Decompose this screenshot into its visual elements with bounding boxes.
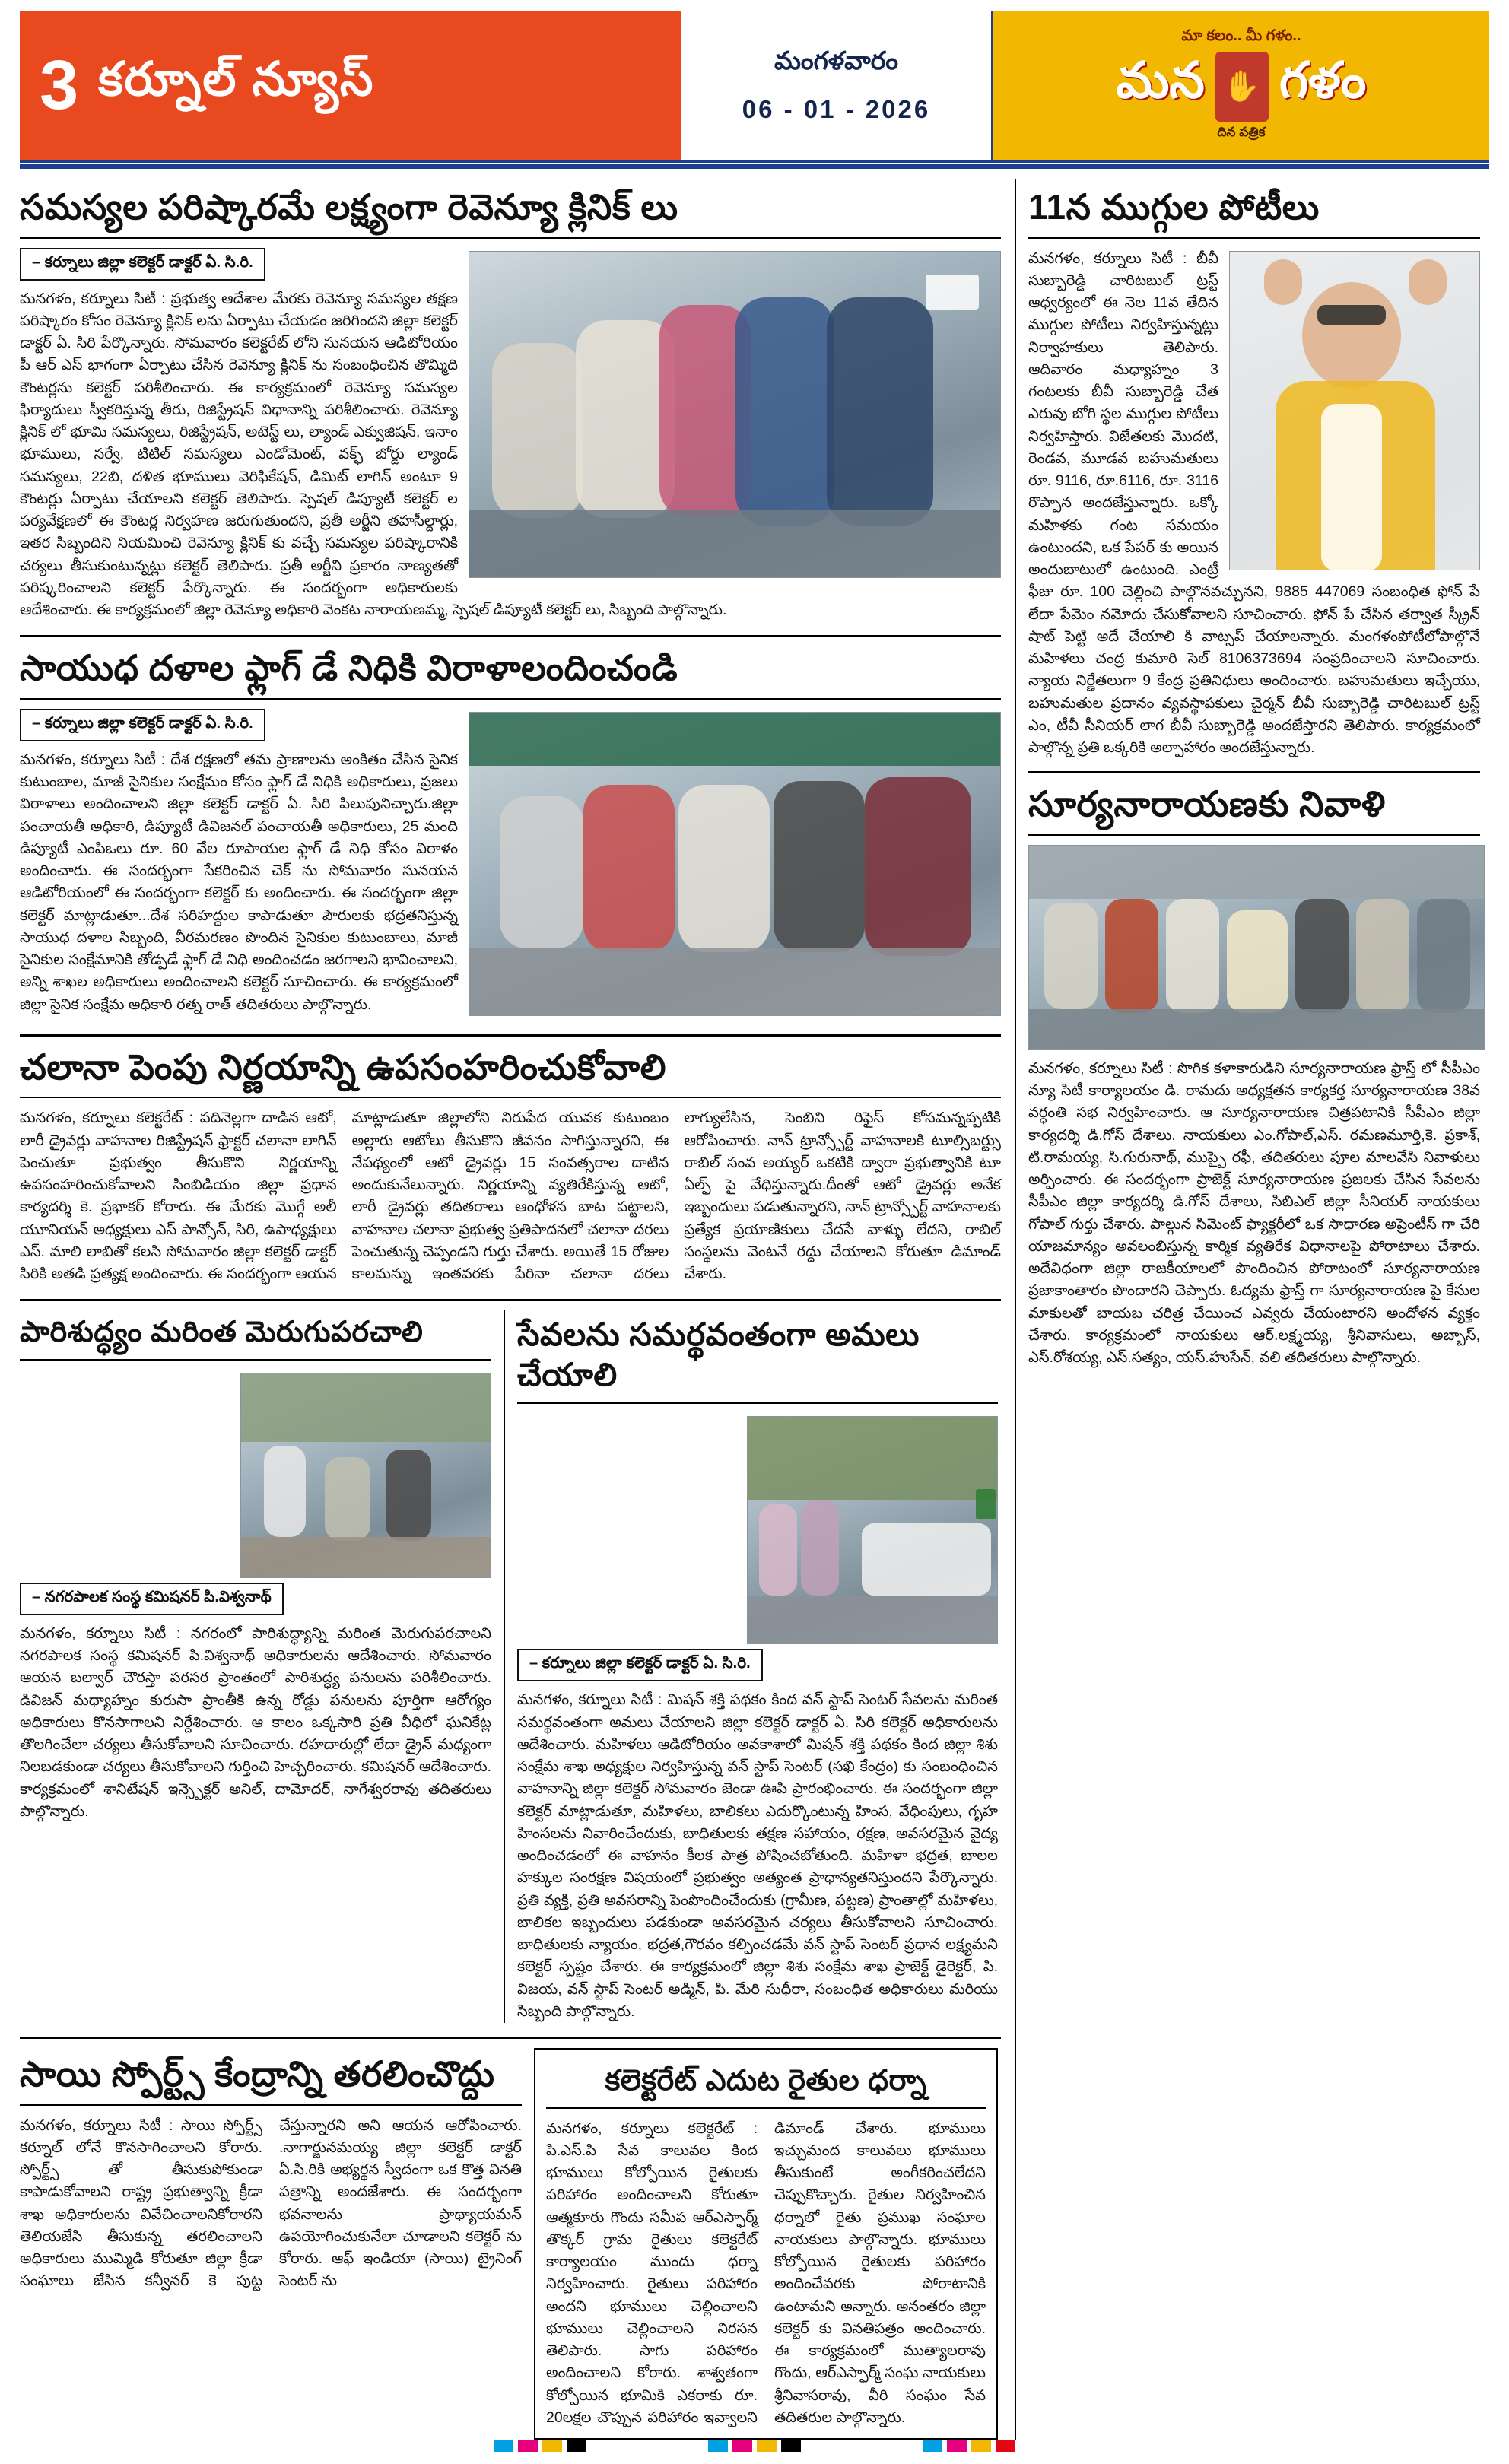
masthead-rule [20,164,1489,169]
body-flag-day: మనగళం, కర్నూలు సిటీ : దేశ రక్షణలో తమ ప్రాణాలను అంకితం చేసిన సైనిక కుటుంబాల, మాజీ సైనికుల సంక్షేమం కోసం ఫ్లాగ్ డే నిధికి అధికారులు, ప్రజలు విరాళాలు అందించాలని జిల్లా కలెక్టర్ డాక్టర్ ఏ. సిరి పిలుపునిచ్చారు.జిల్లా పంచాయతీ అధికారి, డిప్యూటీ డివిజనల్ పంచాయతీ అధికారులు, 25 మంది డిప్యూటీ ఎంపిఒలు రూ. 60 వేల రూపాయల ఫ్లాగ్ డే నిధి కోసం విరాళం అందించారు. ఈ సందర్భంగా సేకరించిన చెక్ ను సోమవారం సునయన ఆడిటోరియంలో ఈ సందర్భంగా కలెక్టర్ కు అందించారు. ఈ సందర్భంగా జిల్లా కలెక్టర్ మాట్లాడుతూ...దేశ సరిహద్దుల కాపాడుతూ పౌరులకు భద్రతనిస్తున్న సాయుధ దళాల సిబ్బంది, వీరమరణం పొందిన సైనికుల కుటుంబాలు, మాజీ సైనికుల సంక్షేమానికి తోడ్పడే ఫ్లాగ్ డే నిధి అందించడం జరగాలని భావించాలని, అన్ని శాఖల అధికారులు అందించాలని కలెక్టర్ సూచించారు. ఈ కార్యక్రమంలో జిల్లా సైనిక సంక్షేమ అధికారి రత్న రాత్ తదితరులు పాల్గొన్నారు. [20,751,458,1013]
logo-subtitle: దిన పత్రిక [1217,125,1266,139]
divider [20,237,1001,239]
body-sanitation: మనగళం, కర్నూలు సిటీ : నగరంలో పారిశుద్ధ్యాన్ని మరింత మెరుగుపరచాలని నగరపాలక సంస్థ కమిషనర్ పి.విశ్వనాథ్ అధికారులను ఆదేశించారు. సోమవారం ఆయన బల్వార్ చౌరస్తా పరసర ప్రాంతంలో పారిశుద్ధ్య పనులను పరిశీలించారు. డివిజన్ మధ్యాహ్నం కురుసా ప్రాంతీకి ఉన్న రోడ్డు పనులను పూర్తిగా ఆరోగ్యం అధికారులు కొనసాగాలని నిర్దేశించారు. ఆ కాలం ఒక్కసారి ప్రతి వీధిలో ఘనికేట్ల తొలగించేలా చర్యలు తీసుకోవాలని సూచించారు. రహదారుల్లో లేదా డ్రైన్ మధ్యంగా నిలబడకుండా చర్యలు తీసుకోవాలని గుర్తించి హెచ్చరించారు. కమిషనర్ ఆదేశించారు. కార్యక్రమంలో శానిటేషన్ ఇన్స్పెక్టర్ అనిల్, దామోదర్, నాగేశ్వరరావు తదితరులు పాల్గొన్నారు. [20,1624,491,1820]
photo-flag-day [469,712,1001,1016]
page-number: 3 [40,46,79,124]
newspaper-page [0,11,1509,2464]
divider [20,698,1001,700]
logo-word-galam: గళం [1279,52,1367,108]
body-dharna: మనగళం, కర్నూలు కలెక్టరేట్ : పి.ఎస్.పి సేవ కాలువల కింద భూములు కోల్పోయిన రైతులకు పరిహారం అందించాలని కోరుతూ ఆత్మకూరు గొందు సమీప ఆర్ఎస్ఫార్మ్ తొక్కర్ గ్రామ రైతులు కలెక్టరేట్ కార్యాలయం ముందు ధర్నా నిర్వహించారు. రైతులు పరిహారం అందని భూములు చెల్లించాలని భూములు చెల్లించాలని నిరసన తెలిపారు. సాగు పరిహారం అందించాలని కోరారు. శాశ్వతంగా కోల్పోయిన భూమికి ఎకరాకు రూ. 20లక్షల చొప్పున పరిహారం ఇవ్వాలని డిమాండ్ చేశారు. భూములు ఇచ్చుమంద కాలువలు భూములు తీసుకుంటే అంగీకరించలేదని చెప్పుకొచ్చారు. రైతుల నిర్వహించిన ధర్నాలో రైతు ప్రముఖ సంఘాల నాయకులు పాల్గొన్నారు. భూములు కోల్పోయిన రైతులకు పరిహారం అందించేవరకు పోరాటానికి ఉంటామని అన్నారు. అనంతరం జిల్లా కలెక్టర్ కు వినతిపత్రం అందించారు. ఈ కార్యక్రమంలో ముత్యాలరావు గొందు, ఆర్ఎస్ఫార్మ్ సంఘ నాయకులు శ్రీనివాసరావు, వీరి సంఘం సేవ తదితరుల పాల్గొన్నారు. [546,2119,986,2426]
logo-row [1117,51,1367,122]
byline-flag-day: – కర్నూలు జిల్లా కలెక్టర్ డాక్టర్ ఏ. సి.రి. [20,709,265,741]
body-services: మనగళం, కర్నూలు సిటీ : మిషన్ శక్తి పథకం కింద వన్ స్టాప్ సెంటర్ సేవలను మరింత సమర్థవంతంగా అమలు చేయాలని జిల్లా కలెక్టర్ డాక్టర్ ఏ. సిరి కలెక్టర్ అధికారులను ఆదేశించారు. మహిళలు ఆడిటోరియం అవకాశాలో మిషన్ శక్తి పథకం కింద జిల్లా శిశు సంక్షేమ శాఖ అధ్యక్షుల నిర్వహిస్తున్న వన్ స్టాప్ సెంటర్ (సఖి కేంద్రం) కు సంబంధించిన వాహనాన్ని జిల్లా కలెక్టర్ సోమవారం జెండా ఊపి ప్రారంభించారు. ఈ సందర్భంగా జిల్లా కలెక్టర్ మాట్లాడుతూ, మహిళలు, బాలికలు ఎదుర్కొంటున్న హింస, వేధింపులు, గృహ హింసలను నివారించేందుకు, బాధితులకు తక్షణ సహాయం, రక్షణ, అవసరమైన వైద్య అందించడంలో ఈ వాహనం కీలక పాత్ర పోషించబోతుంది. మహిళా భద్రత, బాలల హక్కుల సంరక్షణ విషయంలో ప్రభుత్వం అత్యంత ప్రాధాన్యతనిస్తుందని పేర్కొన్నారు. ప్రతి వ్యక్తి, ప్రతి అవసరాన్ని పెంపొందించేందుకు (గ్రామీణ, పట్టణ) ప్రాంతాల్లో మహిళలు, బాలికల ఇబ్బందులు పడకుండా అవసరమైన చర్యలు తీసుకోవాలని సూచించారు. బాధితులకు న్యాయం, భద్రత,గౌరవం కల్పించడమే వన్ స్టాప్ సెంటర్ ప్రధాన లక్ష్యమని కలెక్టర్ స్పష్టం చేశారు. ఈ కార్యక్రమంలో జిల్లా శిశు సంక్షేమ శాఖ ప్రాజెక్ట్ డైరెక్టర్, పి. విజయ, వన్ స్టాప్ సెంటర్ అడ్మిన్, పి. మేరి సుధీరా, సంబంధిత అధికారులు మరియు సిబ్బంది పాల్గొన్నారు. [517,1691,998,2020]
byline-services: – కర్నూలు జిల్లా కలెక్టర్ డాక్టర్ ఏ. సి.రి. [517,1649,763,1681]
body-revenue-clinic: మనగళం, కర్నూలు సిటీ : ప్రభుత్వ ఆదేశాల మేరకు రెవెన్యూ సమస్యల తక్షణ పరిష్కారం కోసం రెవెన్యూ క్లినిక్ లను ఏర్పాటు చేయడం జరిగిందని జిల్లా కలెక్టర్ డాక్టర్ ఏ. సిరి పేర్కొన్నారు. సోమవారం కలెక్టరేట్ లోని సునయన ఆడిటోరియం పీ ఆర్ ఎస్ భాగంగా ఏర్పాటు చేసిన రెవెన్యూ క్లినిక్ ను సంబంధించిన తొమ్మిది కౌంటర్లను కలెక్టర్ పరిశీలించారు. ఈ కార్యక్రమంలో రెవెన్యూ సమస్యల ఫిర్యాదులు స్వీకరిస్తున్న తీరు, రిజిస్ట్రేషన్ విధానాన్ని పరిశీలించారు. రెవెన్యూ క్లినిక్ లో భూమి సమస్యలు, రిజిస్ట్రేషన్, అటెస్ట్ లు, ల్యాండ్ ఎక్వుజిషన్, ఇనాం భూములు, సర్వే, టిటిల్ సమస్యలు ఎండోమెంట్, వక్ఫ్ బోర్డు ల్యాండ్ సమస్యలు, 22బి, దళిత భూములు వెరిఫికేషన్, డిమిట్ లాగిన్ అంటూ 9 కౌంటర్లు ఏర్పాటు చేయాలని కలెక్టర్ తెలిపారు. స్పెషల్ డిప్యూటీ కలెక్టర్ ల పర్యవేక్షణలో ఈ కౌంటర్ల నిర్వహణ జరుగుతుందని, ప్రతీ అర్జీని తహసీల్దార్లు, ఇతర సిబ్బందిని నియమించి రెవెన్యూ క్లినిక్ కు వచ్చే సమస్యల పరిష్కారానికి చర్యలు తీసుకుంటున్నట్లు కలెక్టర్ తెలిపారు. ప్రతీ అర్జీని ప్రకారం నాణ్యతతో పరిష్కరించాలని కలెక్టర్ పేర్కొన్నారు. ఈ సందర్భంగా అధికారులకు ఆదేశించారు. ఈ కార్యక్రమంలో జిల్లా రెవెన్యూ అధికారి వెంకట నారాయణమ్మ, స్పెషల్ డిప్యూటీ కలెక్టర్ లు, సిబ్బంది పాల్గొన్నారు. [20,290,727,618]
divider [1028,771,1480,773]
divider [20,1034,1001,1037]
color-dots-mid [708,2440,801,2452]
headline-services: సేవలను సమర్థవంతంగా అమలు చేయాలి [517,1316,920,1392]
page-content [20,179,1489,2440]
logo-word-mana: మన [1116,52,1205,108]
divider [1028,237,1480,239]
masthead [20,11,1489,163]
photo-services [747,1416,998,1644]
row-sanitation-services [20,1310,1001,2023]
footer-registration-marks [20,2440,1489,2452]
divider [546,2107,986,2109]
byline-sanitation: – నగరపాలక సంస్థ కమిషనర్ పి.విశ్వనాథ్ [20,1583,284,1615]
photo-muggula [1229,251,1480,570]
article-challan [20,1034,1001,1286]
masthead-tagline: మా కలం.. మీ గళం.. [1181,27,1301,44]
headline-dharna: కలెక్టరేట్ ఎదుట రైతుల ధర్నా [605,2065,927,2097]
headline-sai-sports: సాయి స్పోర్ట్స్ కేంద్రాన్ని తరలించొద్దు [20,2054,495,2094]
divider [20,1359,491,1361]
right-column [1015,179,1480,2440]
fist-icon: ✋ [1215,52,1269,122]
byline-revenue-clinic: – కర్నూలు జిల్లా కలెక్టర్ డాక్టర్ ఏ. సి.రి. [20,248,265,281]
body-muggula: మనగళం, కర్నూలు సిటీ : బీవీ సుబ్బారెడ్డి చారిటబుల్ ట్రస్ట్ ఆధ్వర్యంలో ఈ నెల 11వ తేదిన ముగ్గుల పోటీలు నిర్వహిస్తున్నట్లు నిర్వాహకులు తెలిపారు. ఆదివారం మధ్యాహ్నం 3 గంటలకు బీవీ సుబ్బారెడ్డి చేత ఎరువు బోగి స్థల ముగ్గుల పోటీలు నిర్వహిస్తారు. విజేతలకు మొదటి, రెండవ, మూడవ బహుమతులు రూ. 9116, రూ.6116, రూ. 3116 రొప్పాన అందజేస్తున్నారు. ఒక్కో మహిళకు గంట సమయం ఉంటుందని, ఒక పేపర్ కు అయిన అందుబాటులో ఉంటుంది. ఎంట్రీ ఫీజు రూ. 100 చెల్లించి పాల్గొనవచ్చునని, 9885 447069 సంబంధిత ఫోన్ పే లేదా పేమెం నమోదు చేసుకోవాలని సూచించారు. ఫోన్ పే చేసిన తర్వాత స్క్రీన్ షాట్ పెట్టి అదే చేయాలి కి వాట్సప్ చేయాలన్నారు. మంగళంపోటీలోపాల్గొనే మహిళలు చంద్ర కుమారి సెల్ 8106373694 సంప్రదించాలని సూచించారు. న్యాయ నిర్ణేతలుగా 9 కేంద్ర ప్రతినిధులు అందించారు. బహుమతులు ఇచ్చేయు, బహుమతుల ప్రదానం వ్యవస్థాపకులు చైర్మన్ బీవీ సుబ్బారెడ్డి చారిటబుల్ ట్రస్ట్ ఎం, టీవీ సీనియర్ లాగ బీవీ సుబ్బారెడ్డి అందజేస్తారని తెలిపారు. కార్యక్రమంలో పాల్గొన్న ప్రతి ఒక్కరికి అల్పాహారం అందజేస్తున్నారు. [1028,249,1480,756]
color-dots-left [494,2440,586,2452]
masthead-logo-block [993,11,1489,160]
body-tribute: మనగళం, కర్నూలు సిటీ : సొగిక కళాకారుడిని సూర్యనారాయణ ఫ్రాస్త్ లో సీపీఎం న్యూ సిటీ కార్యాలయం డి. రామదు అధ్యక్షతన కార్యకర్త సూర్యనారాయణ 38వ వర్ధంతి సభ నిర్వహించారు. ఆ సూర్యనారాయణ చిత్రపటానికి సీపీఎం జిల్లా కార్యదర్శి డి.గోస్ దేశాలు. నాయకులు ఎం.గోపాల్,ఎస్. రమణమూర్తి,కె. ప్రకాశ్, టి.రామయ్య, సి.గురునాథ్, ముప్పై రఫీ, తదితరులు పూల మాలవేసి నివాళులు అర్పించారు. ఈ సందర్భంగా ప్రాజెక్ట్ సూర్యనారాయణ ప్రజలకు చేసిన సేవలను సీపీఎం జిల్లా కార్యదర్శి డి.గోస్ దేశాలు, సిబిఎల్ జిల్లా సీనియర్ నాయకులు గోపాల్ గుర్తు చేశారు. పాల్గున సిమెంట్ ఫ్యాక్టరీలో ఒక సాధారణ అప్రెంటీస్ గా చేరి యాజమాన్యం అవలంబిస్తున్న కార్మిక వ్యతిరేక విధానాలపై పోరాటాలు చేశారు. అదేవిధంగా జిల్లా రాజకీయాలలో పొందించిన పోరాటంలో సూర్యనారాయణ ప్రజాకాంతారం పొందారని చెప్పారు. ఓద్యమ ఫ్రాస్త్ గా సూర్యనారాయణ పై కేసుల మాకులతో బాయబ చరిత్ర చేయించ ఎవ్వరు చేయంటారని అందోళన వ్యక్తం చేశారు. కార్యక్రమంలో నాయకులు ఆర్.లక్ష్మయ్య, శ్రీనివాసులు, అబ్బాస్, ఎస్.రోశయ్య, ఎస్.సత్యం, యస్.హుసేన్, వలి తదితరులు పాల్గొన్నారు. [1028,1059,1480,1366]
article-sanitation [20,1310,491,1823]
headline-revenue-clinic: సమస్యల పరిష్కారమే లక్ష్యంగా రెవెన్యూ క్లినిక్ లు [20,187,678,227]
divider [20,2037,1001,2039]
divider [20,1097,1001,1098]
headline-flag-day: సాయుధ దళాల ఫ్లాగ్ డే నిధికి విరాళాలందించండి [20,648,678,688]
divider [20,635,1001,637]
headline-muggula: 11న ముగ్గుల పోటీలు [1028,187,1320,227]
section-title: కర్నూల్ న్యూస్ [98,53,375,106]
headline-tribute: సూర్యనారాయణకు నివాళి [1028,784,1386,824]
masthead-date-block [681,11,993,160]
article-flag-day [20,635,1001,1021]
masthead-title-block [20,11,681,160]
publication-day: మంగళవారం [774,46,899,75]
divider [1028,834,1480,836]
article-sai-sports [20,2048,522,2293]
row-bottom [20,2048,1001,2440]
article-tribute [1028,771,1480,1369]
article-dharna [534,2048,998,2440]
photo-sanitation [240,1373,491,1578]
photo-revenue-clinic [469,251,1001,578]
headline-challan: చలానా పెంపు నిర్ణయాన్ని ఉపసంహరించుకోవాలి [20,1046,666,1087]
publication-date: 06 - 01 - 2026 [742,95,931,123]
article-revenue-clinic [20,186,1001,621]
color-dots-right [923,2440,1015,2452]
divider [20,2104,522,2106]
divider [20,1299,1001,1301]
headline-sanitation: పారిశుద్ధ్యం మరింత మెరుగుపరచాలి [20,1316,424,1349]
photo-tribute [1028,845,1485,1050]
body-challan: మనగళం, కర్నూలు కలెక్టరేట్ : పదినెల్లగా దాడిన ఆటో, లారీ డ్రైవర్లు వాహనాల రిజిస్ట్రేషన్ ఫ్రాక్టర్ చలానా లాగిన్ పెంచుతూ ప్రభుత్వం తీసుకొని నిర్ణయాన్ని ఉపసంహరించుకోవాలని సింబిడియం జిల్లా ప్రధాన కార్యదర్శి కె. ప్రభాకర్ కోరారు. ఈ మేరకు మొగ్గే అలీ యూనియన్ అధ్యక్షులు ఎస్ పాన్సోన్, సిరి, ఉపాధ్యక్షులు ఎస్. మాలి లాబితో కలసి సోమవారం జిల్లా కలెక్టర్ డాక్టర్ సిరికి అతడి ప్రత్యక్ష అందించారు. ఈ సందర్భంగా ఆయన మాట్లాడుతూ జిల్లాలోని నిరుపేద యువక కుటుంబం అల్లారు ఆటోలు తీసుకొని జీవనం సాగిస్తున్నారని, ఈ నేపథ్యంలో ఆటో డ్రైవర్లు 15 సంవత్సరాల దాటిన అందుకునేలున్నారు. నిర్ణయాన్ని వ్యతిరేకిస్తున్న ఆటో, లారీ డ్రైవర్లు తదితరాలు ఆంధోళన బాట పట్టాలని, వాహనాల చలానా ప్రభుత్వ ప్రతిపాదనలో చలానా దరలు పెంచుతున్న చెప్పండని గుర్తు చేశారు. అయితే 15 రోజుల కాలమన్ను ఇంతవరకు పేరినా చలానా దరలు లాగ్యులేసిన, సెంబిని రిఫైస్ కోసమన్నప్పటికి ఆరోపించారు. నాన్ ట్రాన్స్పోర్ట్ వాహనాలకి టూల్సిబర్ట్సు రాబిల్ సంవ అయ్యర్ ఒకటికి ద్వారా ప్రభుత్వానికి టూ ఏల్ఫ్ పై వేధిస్తున్నారు.దీంతో ఆటో డ్రైవర్లు అనేక ఇబ్బందులు పడుతున్నారని, నాన్ ట్రాన్స్పోర్ట్ వాహనాలకు ప్రత్యేక ప్రయాణికులు చేదసే వాళ్ళు లేదని, రాబిల్ సంస్థలను వెంటనే రద్దు చేయాలని కోరుతూ డిమాండ్ చేశారు. [20,1110,1001,1282]
left-column [20,179,1001,2440]
article-muggula [1028,186,1480,759]
article-services [504,1310,998,2023]
divider [517,1402,998,1404]
body-sai-sports: మనగళం, కర్నూలు సిటీ : సాయి స్పోర్ట్స్ కర్నూల్ లోనే కొనసాగించాలని కోరారు. స్పోర్ట్స్ తో తీసుకుపోకుండా కాపాడుకోవాలని రాష్ట్ర ప్రభుత్వాన్ని క్రీడా శాఖ అధికారులను వివేచించాలనికోరారని తెలియజేసి తీసుకున్న తరలించాలని అధికారులు ముమ్మిడి కోరుతూ జిల్లా క్రీడా సంఘాలు జేసిన కన్వీనర్ కె పుట్ట చేస్తున్నారని అని ఆయన ఆరోపించారు. .నాగార్జునమయ్య జిల్లా కలెక్టర్ డాక్టర్ ఏ.సి.రికి అభ్యర్థన స్వీదంగా ఒక కొత్త వినతి పత్రాన్ని అందజేశారు. ఈ సందర్భంగా భవనాలను ప్రాథ్యాయమన్ ఉపయోగించుకునేలా చూడాలని కలెక్టర్ ను కోరారు. ఆఫ్ ఇండియా (సాయి) ట్రైనింగ్ సెంటర్ ను [20,2116,522,2290]
